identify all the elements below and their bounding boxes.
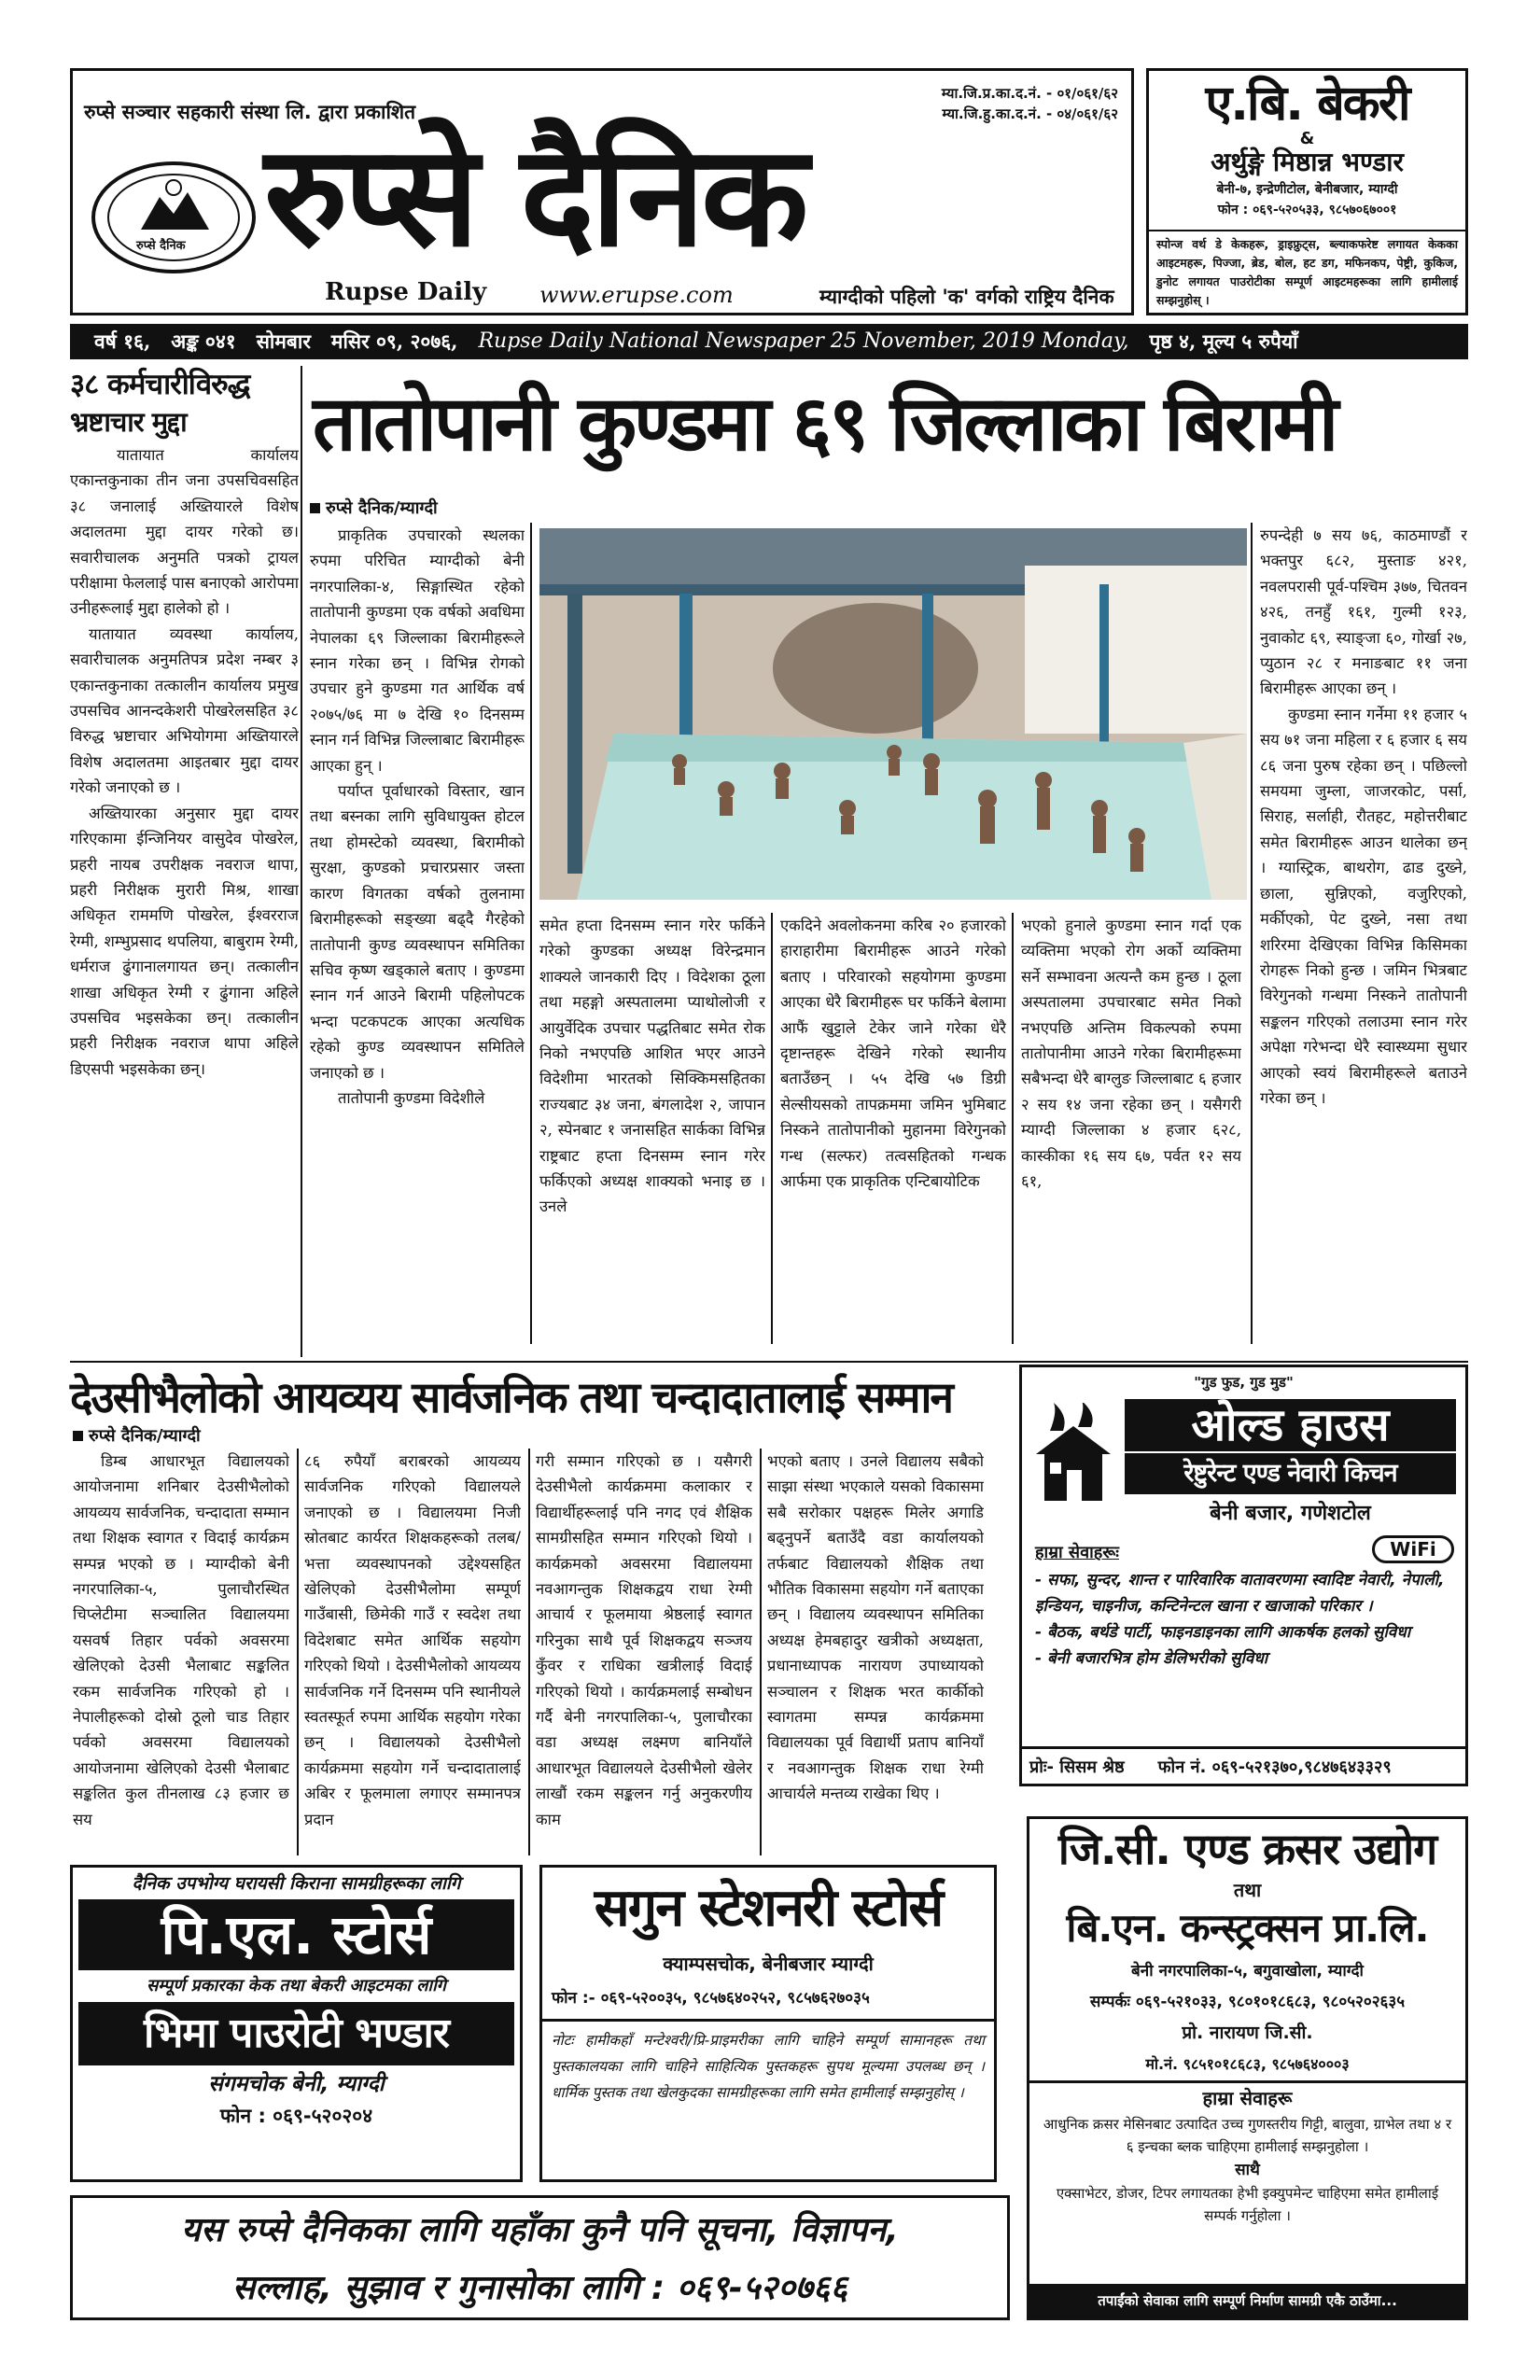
dateline-page: पृष्ठ ४, मूल्य ५ रुपैयाँ xyxy=(1149,329,1298,353)
lead-col-5 xyxy=(1260,523,1467,1344)
bakery-address: बेनी-७, इन्द्रेणीटोल, बेनीबजार, म्याग्दी xyxy=(1216,182,1398,197)
lead-byline-text: रुप्से दैनिक/म्याग्दी xyxy=(326,498,438,518)
dateline-bar xyxy=(70,324,1468,359)
oldhouse-footer xyxy=(1022,1746,1465,1784)
registration-2: म्या.जि.हु.का.द.नं. - ०४/०६१/६२ xyxy=(942,105,1118,122)
deusi-col-3: गरी सम्मान गरिएको छ । यसैगरी देउसीभैलो कार्यक्रममा कलाकार र विद्यार्थीहरूलाई पनि नगद एवं शैक्षिक सामग्रीसहित सम्मान गरिएको थियो । कार्यक्रमको अवसरमा विद्यालयमा नवआगन्तुक शिक्षकद्वय राधा रेग्मी आचार्य र फूलमाया श्रेष्ठलाई स्वागत गरिनुका साथै पूर्व शिक्षकद्वय सञ्जय कुँवर र राधिका खत्रीलाई विदाई गरिएको थियो । कार्यक्रमलाई सम्बोधन गर्दै बेनी नगरपालिका-५, पुलाचौरका वडा अध्यक्ष लक्ष्मण बानियाँले आधारभूत विद्यालयले देउसीभैलो खेलेर लाखौं रकम सङ्कलन गर्नु अनुकरणीय काम xyxy=(536,1452,752,1828)
plstores-mid: सम्पूर्ण प्रकारका केक तथा बेकरी आइटमका लागि xyxy=(147,1976,446,1995)
ad-pl-stores xyxy=(70,1865,523,2182)
gc-and: तथा xyxy=(1233,1879,1262,1901)
gc-address: बेनी नगरपालिका-५, बगुवाखोला, म्याग्दी xyxy=(1131,1962,1364,1981)
wifi-badge: WiFi xyxy=(1372,1535,1454,1563)
gc-saath: साथै xyxy=(1235,2161,1260,2179)
bottom-banner xyxy=(70,2195,1010,2320)
website: www.erupse.com xyxy=(539,282,734,308)
lead-col-4: भएको हुनाले कुण्डमा स्नान गर्दा एक व्यक्तिमा भएको रोग अर्को व्यक्तिमा सर्ने सम्भावना अत्यन्तै कम हुन्छ । ठूला अस्पतालमा उपचारबाट समेत निको नभएपछि अन्तिम विकल्पको रुपमा तातोपानीमा आउने गरेका बिरामीहरूमा सबैभन्दा धेरै बाग्लुङ जिल्लाबाट ६ हजार २ सय १४ जना रहेका छन् । यसैगरी म्याग्दी जिल्लाका ४ हजार ६२८, कास्कीका १६ सय ६७, पर्वत १२ सय ६१, xyxy=(1021,917,1241,1191)
corruption-para: अख्तियारका अनुसार मुद्दा दायर गरिएकामा ईन्जिनियर वासुदेव पोखरेल, प्रहरी नायब उपरीक्षक नवराज थापा, प्रहरी निरीक्षक मुरारी मिश्र, शाखा अधिकृत राममणि पोखरेल, ईश्वरराज रेग्मी, शम्भुप्रसाद थपलिया, बाबुराम रेग्मी, धर्मराज ढुंगानालगायत छन्। तत्कालीन शाखा अधिकृत रेग्मी र ढुंगाना अहिले उपसचिव भइसकेका छन्। तत्कालीन प्रहरी निरीक्षक नवराज थापा अहिले डिएसपी भइसकेका छन्। xyxy=(70,804,299,1078)
lead-para: कुण्डमा स्नान गर्नेमा ११ हजार ५ सय ७१ जना महिला र ६ हजार ६ सय ८६ जना पुरुष रहेका छन् । पछिल्लो समयमा जुम्ला, जाजरकोट, पर्सा, सिराह, सर्लाही, रौतहट, महोत्तरीबाट समेत बिरामीहरू आउन थालेका छन् । ग्यास्ट्रिक, बाथरोग, ढाड दुख्ने, छाला, सुन्निएको, वजुरिएको, मर्कीएको, पेट दुख्ने, नसा तथा शरिरमा देखिएका विभिन्न किसिमका रोगहरू निको हुन्छ । जमिन भित्रबाट विरेगुनको गन्धमा निस्कने तातोपानी सङ्कलन गरिएको तलाउमा स्नान गरेर अपेक्षा गरेभन्दा धेरै स्वास्थ्यमा सुधार आएको स्वयं बिरामीहरूले बताउने गरेका छन् । xyxy=(1260,705,1467,1107)
ad-old-house xyxy=(1019,1365,1468,1786)
oldhouse-sub: रेष्टुरेन्ट एण्ड नेवारी किचन xyxy=(1125,1453,1456,1494)
masthead xyxy=(70,68,1134,315)
ad-sagun xyxy=(539,1865,997,2182)
gc-name: जि.सी. एण्ड क्रसर उद्योग xyxy=(1057,1824,1437,1874)
lead-col-2: समेत हप्ता दिनसम्म स्नान गरेर फर्किने गरेको कुण्डका अध्यक्ष विरेन्द्रमान शाक्यले जानकारी दिए । विदेशका ठूला तथा महङ्गो अस्पतालमा प्याथोलोजी र आयुर्वेदिक उपचार पद्धतिबाट समेत रोक निको नभएपछि आशित भएर आउने विदेशीमा भारतको सिक्किमसहितका राज्यबाट ३४ जना, बंगलादेश २, जापान २, स्पेनबाट १ जनासहित सार्कका विभिन्न राष्ट्रबाट हप्ता दिनसम्म स्नान गरेर फर्किएको अध्यक्ष शाक्यको भनाइ छ । उनले xyxy=(539,917,765,1216)
dateline-date-np: मसिर ०९, २०७६, xyxy=(330,329,458,353)
lead-col-1 xyxy=(310,523,525,1344)
story-corruption xyxy=(70,366,299,1355)
deusi-headline: देउसीभैलोको आयव्यय सार्वजनिक तथा चन्दादातालाई सम्मान xyxy=(70,1372,952,1422)
ad-bakery xyxy=(1146,68,1468,315)
corruption-body xyxy=(70,442,299,1082)
house-icon xyxy=(1031,1403,1115,1505)
deusi-col-4: भएको बताए । उनले विद्यालय सबैको साझा संस्था भएकाले यसको विकासमा सबै सरोकार पक्षहरू मिलेर अगाडि बढ्नुपर्ने बताउँदै वडा कार्यालयको तर्फबाट विद्यालयको शैक्षिक तथा भौतिक विकासमा सहयोग गर्ने बताएका छन् । विद्यालय व्यवस्थापन समितिका अध्यक्ष हेमबहादुर खत्रीको अध्यक्षता, प्रधानाध्यापक नारायण उपाध्यायको सञ्चालन र शिक्षक भरत कार्कीको स्वागतमा सम्पन्न कार्यक्रममा विद्यालयका पूर्व विद्यार्थी प्रताप बानियाँ र नवआगन्तुक शिक्षक राधा रेग्मी आचार्यले मन्तव्य राखेका थिए । xyxy=(767,1452,984,1803)
dateline-issue: अङ्क ०४१ xyxy=(171,329,236,353)
dateline-english: Rupse Daily National Newspaper 25 November, 2019 Monday, xyxy=(478,329,1129,353)
banner-line-2: सल्लाह, सुझाव र गुनासोका लागि : ०६९-५२०७६६ xyxy=(231,2269,848,2307)
sagun-phone: फोन :- ०६९-५२००३५, ९८५७६४०२५२, ९८५७६२७०३५ xyxy=(542,1978,994,2022)
plstores-phone: फोन : ०६९-५२०२०४ xyxy=(219,2105,373,2127)
gc-services-2: एक्साभेटर, डोजर, टिपर लगायतका हेभी इक्युपमेन्ट चाहिएमा समेत हामीलाई सम्पर्क गर्नुहोला । xyxy=(1056,2185,1439,2224)
plstores-top: दैनिक उपभोग्य घरायसी किराना सामग्रीहरूका लागि xyxy=(132,1873,461,1894)
banner-line-1: यस रुप्से दैनिकका लागि यहाँका कुनै पनि सूचना, विज्ञापन, xyxy=(181,2211,899,2249)
oldhouse-prop: प्रोः- सिसम श्रेष्ठ xyxy=(1029,1757,1125,1777)
sagun-note: नोटः हामीकहाँ मन्टेश्वरी/प्रि-प्राइमरीका लागि चाहिने सम्पूर्ण सामानहरू तथा पुस्तकालयका लागि चाहिने साहित्यिक पुस्तकहरू सुपथ मूल्यमा उपलब्ध छन् । धार्मिक पुस्तक तथा खेलकुदका सामग्रीहरूका लागि समेत हामीलाई सम्झनुहोस् । xyxy=(552,2032,985,2101)
oldhouse-services xyxy=(1035,1567,1460,1672)
tagline: म्याग्दीको पहिलो 'क' वर्गको राष्ट्रिय दैनिक xyxy=(819,286,1114,308)
oldhouse-service: - बैठक, बर्थडे पार्टी, फाइनडाइनका लागि आकर्षक हलको सुविधा xyxy=(1035,1623,1411,1642)
lead-headline: तातोपानी कुण्डमा ६९ जिल्लाका बिरामी xyxy=(313,380,1337,469)
corruption-headline-2: भ्रष्टाचार मुद्दा xyxy=(70,406,187,438)
deusi-byline xyxy=(73,1424,201,1447)
lead-para: रुपन्देही ७ सय ७६, काठमाण्डौं र भक्तपुर ६८२, मुस्ताङ ४२१, नवलपरासी पूर्व-पश्चिम ३७७, चितवन ४२६, तनहुँ १६१, गुल्मी १२३, नुवाकोट ६९, स्याङ्जा ६०, गोर्खा २७, प्युठान २८ र मनाङबाट ११ जना बिरामीहरू आएका छन् । xyxy=(1260,526,1467,698)
lead-para: तातोपानी कुण्डमा विदेशीले xyxy=(338,1088,485,1107)
hot-spring-photo xyxy=(539,528,1247,900)
gc-services-1: आधुनिक क्रसर मेसिनबाट उत्पादित उच्च गुणस्तरीय गिट्टी, बालुवा, ग्राभेल तथा ४ र ६ इन्चका ब्लक चाहिएमा हामीलाई सम्झनुहोला । xyxy=(1043,2116,1452,2155)
bakery-desc: स्पोन्ज वर्थ डे केकहरू, ड्राइफ्रुट्स, ब्ल्याकफरेष्ट लगायत केकका आइटमहरू, पिज्जा, ब्रेड, बोल, हट डग, मफिनकप, पेष्ट्री, कुकिज, डुनोट लगायत पाउरोटीका सम्पूर्ण आइटमहरूका लागि हामीलाई सम्झनुहोस् । xyxy=(1156,237,1458,307)
gc-name-2: बि.एन. कन्स्ट्रक्सन प्रा.लि. xyxy=(1066,1905,1429,1951)
corruption-headline-1: ३८ कर्मचारीविरुद्ध xyxy=(70,368,250,401)
lead-col-3: एकदिने अवलोकनमा करिब २० हजारको हाराहारीमा बिरामीहरू आउने गरेको बताए । परिवारको सहयोगमा कुण्डमा आएका धेरै बिरामीहरू घर फर्किने बेलामा आफैं खुट्टाले टेकेर जाने गरेका धेरै दृष्टान्तहरू देखिने गरेको स्थानीय बताउँछन् । ५५ देखि ५७ डिग्री सेल्सीयसको तापक्रममा जमिन भुमिबाट निस्कने तातोपानीको मुहानमा विरेगुनको गन्ध (सल्फर) तत्वसहितको गन्धक आर्फमा एक प्राकृतिक एन्टिबायोटिक xyxy=(780,917,1006,1191)
registration-1: म्या.जि.प्र.का.द.नं. - ०१/०६१/६२ xyxy=(941,85,1118,102)
sagun-name: सगुन स्टेशनरी स्टोर्स xyxy=(594,1878,943,1939)
oldhouse-location: बेनी बजार, गणेशटोल xyxy=(1210,1502,1371,1525)
plstores-name: पि.एल. स्टोर्स xyxy=(78,1899,514,1970)
deusi-col-1: डिम्ब आधारभूत विद्यालयको आयोजनामा शनिबार देउसीभैलोको आयव्यय सार्वजनिक, चन्दादाता सम्मान तथा शिक्षक स्वागत र विदाई कार्यक्रम सम्पन्न भएको छ । म्याग्दीको बेनी नगरपालिका-५, पुलाचौरस्थित चिप्लेटीमा सञ्चालित विद्यालयमा यसवर्ष तिहार पर्वको अवसरमा खेलिएको देउसी भैलाबाट सङ्कलित रकम सार्वजनिक गरिएको हो । नेपालीहरूको दोस्रो ठूलो चाड तिहार पर्वको अवसरमा विद्यालयको आयोजनामा खेलिएको देउसी भैलाबाट सङ्कलित कुल तीनलाख ८३ हजार छ सय xyxy=(73,1452,289,1828)
logo-text: रुप्से दैनिक xyxy=(136,239,186,253)
bakery-amp: & xyxy=(1299,129,1315,148)
oldhouse-services-label: हाम्रा सेवाहरूः xyxy=(1035,1543,1119,1562)
oldhouse-tag: "गुड फुड, गुड मुड" xyxy=(1194,1374,1294,1391)
ad-gc-crusher xyxy=(1027,1816,1468,2320)
publisher-line: रुप्से सञ्चार सहकारी संस्था लि. द्वारा प्रकाशित xyxy=(84,101,416,123)
gc-services-label: हाम्रा सेवाहरू xyxy=(1029,2080,1465,2113)
gc-prop: प्रो. नारायण जि.सी. xyxy=(1182,2023,1313,2043)
gc-mobile: मो.नं. ९८५१०१८६८३, ९८५७६४०००३ xyxy=(1145,2055,1350,2073)
gc-footer: तपाईंको सेवाका लागि सम्पूर्ण निर्माण सामग्री एकै ठाउँमा... xyxy=(1029,2284,1465,2317)
oldhouse-service: - सफा, सुन्दर, शान्त र पारिवारिक वातावरणमा स्वादिष्ट नेवारी, नेपाली, इन्डियन, चाइनीज, कन्टिनेन्टल खाना र खाजाको परिकार । xyxy=(1035,1571,1445,1616)
sagun-address: क्याम्पसचोक, बेनीबजार म्याग्दी xyxy=(663,1953,874,1975)
deusi-byline-text: रुप्से दैनिक/म्याग्दी xyxy=(89,1426,201,1446)
plstores-address: संगमचोक बेनी, म्याग्दी xyxy=(208,2072,385,2096)
newspaper-title: रुप्से दैनिक xyxy=(264,116,805,278)
lead-para: पर्याप्त पूर्वाधारको विस्तार, खान तथा बस्नका लागि सुविधायुक्त होटल तथा होमस्टेको व्यवस्था, बिरामीको सुरक्षा, कुण्डको प्रचारप्रसार जस्ता कारण विगतका वर्षको तुलनामा बिरामीहरूको सङ्ख्या बढ्दै गैरहेको तातोपानी कुण्ड व्यवस्थापन समितिका सचिव कृष्ण खड्काले बताए । कुण्डमा स्नान गर्न आउने बिरामी पहिलोपटक भन्दा पटकपटक आएका अत्यधिक रहेको कुण्ड व्यवस्थापन समितिले जनाएको छ । xyxy=(310,782,525,1082)
corruption-para: यातायात व्यवस्था कार्यालय, सवारीचालक अनुमतिपत्र प्रदेश नम्बर ३ एकान्तकुनाका तत्कालीन कार्यालय प्रमुख उपसचिव आनन्दकेशरी पोखरेलसहित ३८ विरुद्ध भ्रष्टाचार अभियोगमा अख्तियारले विशेष अदालतमा आइतबार मुद्दा दायर गरेको जनाएको छ । xyxy=(70,624,299,797)
bakery-sub: अर्थुङ्गे मिष्ठान्न भण्डार xyxy=(1211,147,1404,177)
oldhouse-name: ओल्ड हाउस xyxy=(1125,1399,1456,1451)
newspaper-logo xyxy=(90,160,258,276)
lead-para: प्राकृतिक उपचारको स्थलका रुपमा परिचित म्याग्दीको बेनी नगरपालिका-४, सिङ्गास्थित रहेको तातोपानी कुण्डमा एक वर्षको अवधिमा नेपालका ६९ जिल्लाका बिरामीहरूले स्नान गरेका छन् । विभिन्न रोगको उपचार हुने कुण्डमा गत आर्थिक वर्ष २०७५/७६ मा ७ देखि १० दिनसम्म स्नान गर्न विभिन्न जिल्लाबाट बिरामीहरू आएका हुन् । xyxy=(310,526,525,775)
plstores-name-2: भिमा पाउरोटी भण्डार xyxy=(78,2002,514,2065)
dateline-day: सोमबार xyxy=(256,329,311,353)
gc-contact: सम्पर्कः ०६९-५२१०३३, ९८०१०१८६८३, ९८०५२०२६३५ xyxy=(1089,1993,1406,2011)
bakery-name: ए.बि. बेकरी xyxy=(1205,76,1409,132)
lead-byline xyxy=(310,497,438,519)
dateline-year: वर्ष १६, xyxy=(94,329,151,353)
corruption-para: यातायात कार्यालय एकान्तकुनाका तीन जना उपसचिवसहित ३८ जनालाई अख्तियारले विशेष अदालतमा मुद्दा दायर गरेको छ। सवारीचालक अनुमति पत्रको ट्रायल परीक्षामा फेललाई पास बनाएको आरोपमा उनीहरूलाई मुद्दा हालेको हो । xyxy=(70,446,299,618)
title-english: Rupse Daily xyxy=(325,278,487,306)
oldhouse-phone: फोन नं. ०६९-५२१३७०,९८४७६४३३२९ xyxy=(1157,1757,1392,1777)
oldhouse-service: - बेनी बजारभित्र होम डेलिभरीको सुविधा xyxy=(1035,1649,1268,1668)
deusi-col-2: ८६ रुपैयाँ बराबरको आयव्यय सार्वजनिक गरिएको विद्यालयले जनाएको छ । विद्यालयमा निजी स्रोतबाट कार्यरत शिक्षकहरूको तलब/भत्ता व्यवस्थापनको उद्देश्यसहित खेलिएको देउसीभैलोमा सम्पूर्ण गाउँबासी, छिमेकी गाउँ र स्वदेश तथा विदेशबाट समेत आर्थिक सहयोग गरिएको थियो । देउसीभैलोको आयव्यय सार्वजनिक गर्ने दिनसम्म पनि स्थानीयले स्वतस्फूर्त रुपमा आर्थिक सहयोग गरेका छन् । विद्यालयको देउसीभैलो कार्यक्रममा सहयोग गर्ने चन्दादातालाई अबिर र फूलमाला लगाएर सम्मानपत्र प्रदान xyxy=(304,1452,521,1828)
bakery-phone: फोन : ०६९-५२०५३३, ९८५७०६७००१ xyxy=(1217,203,1397,217)
